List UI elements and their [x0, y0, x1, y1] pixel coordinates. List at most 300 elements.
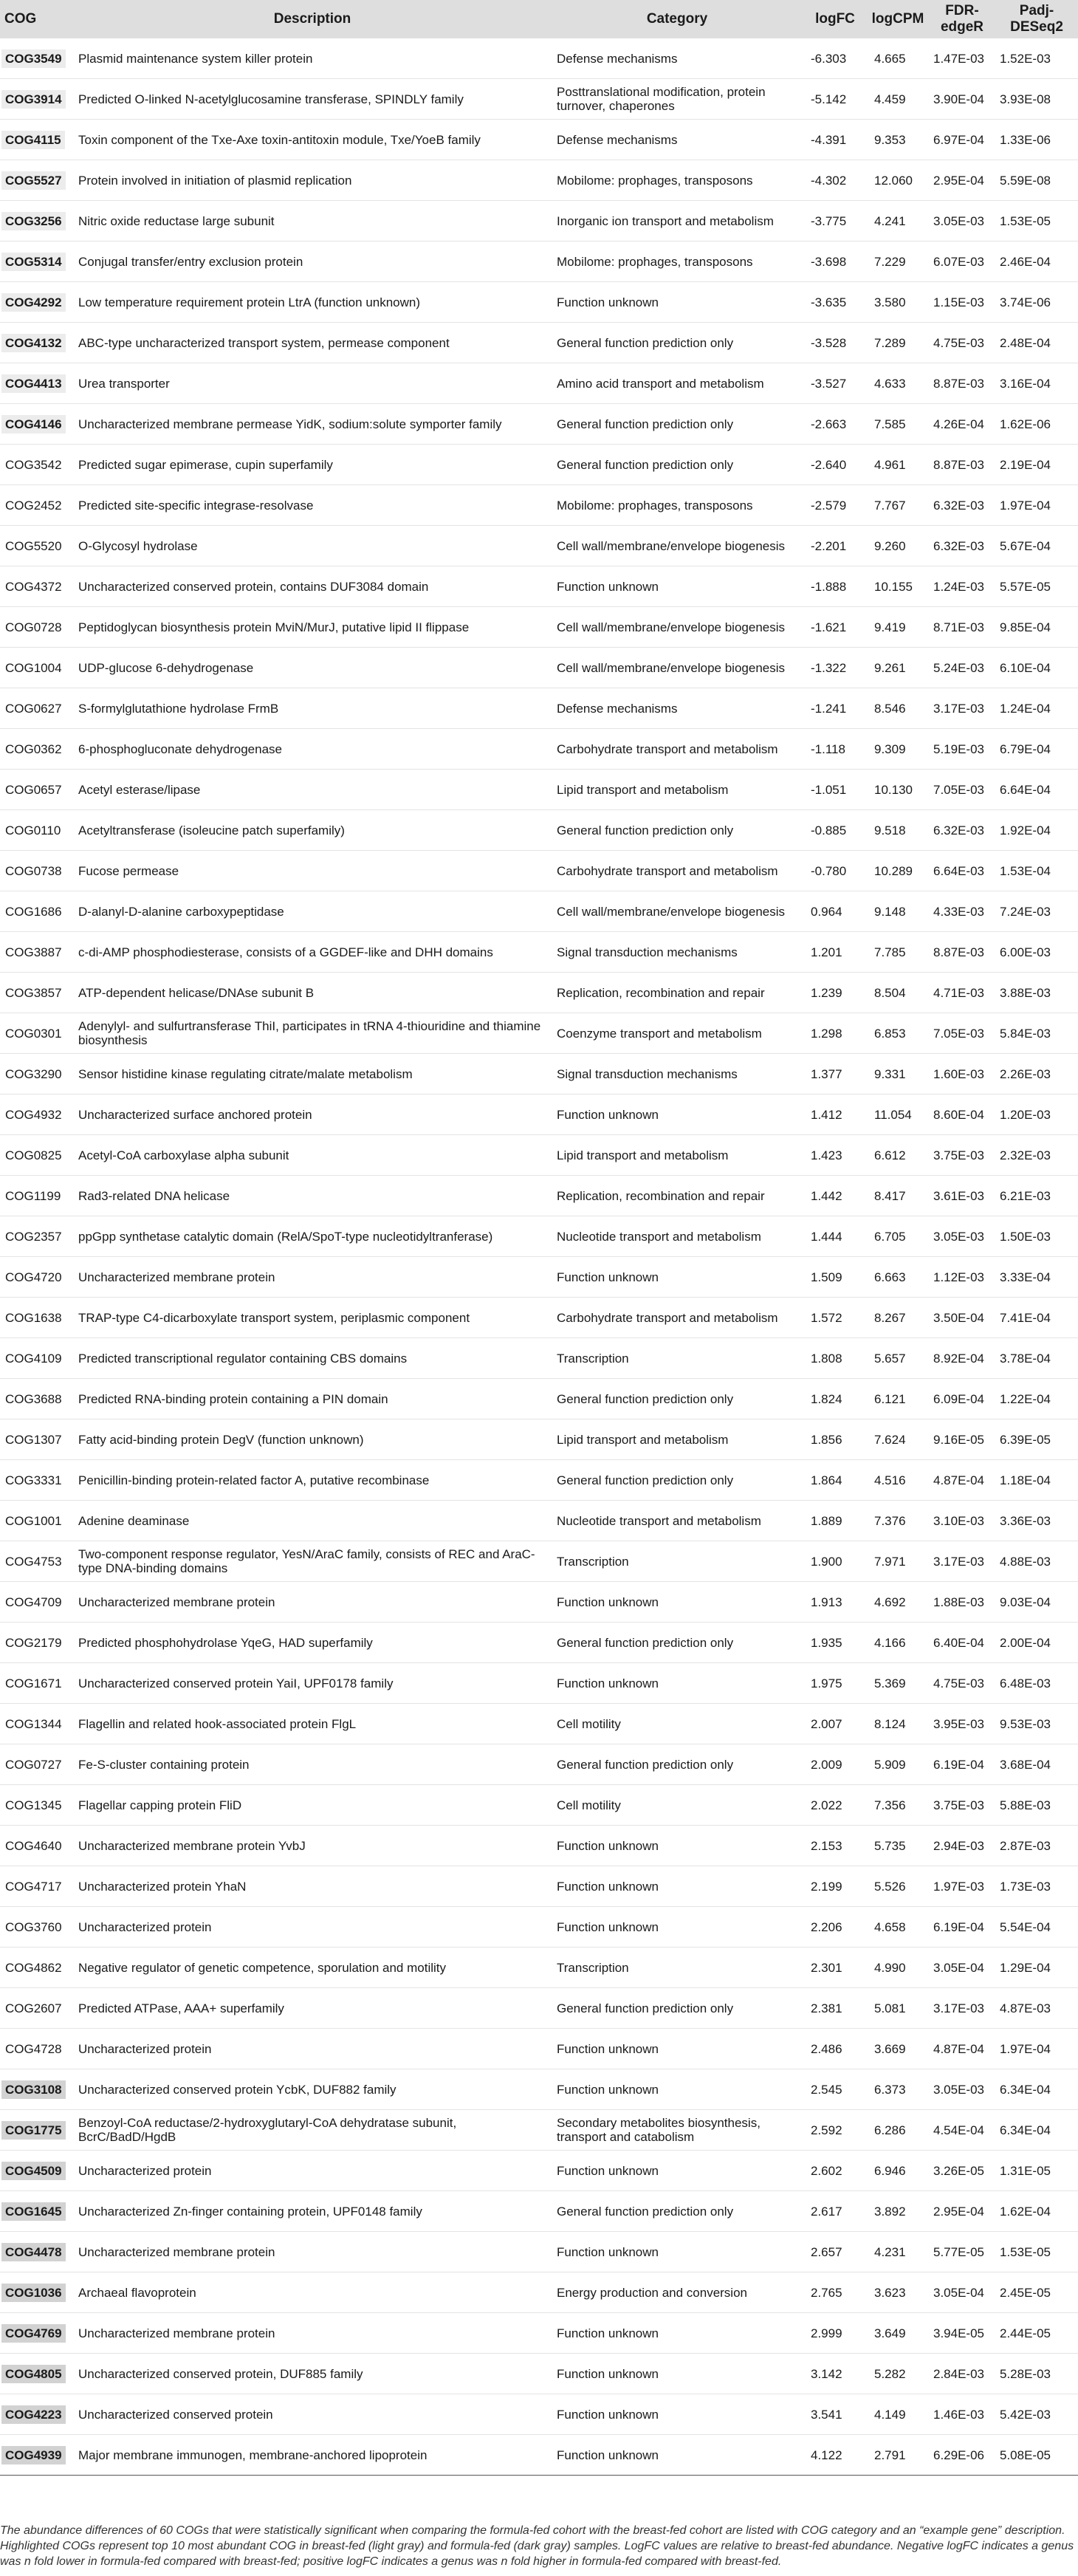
logcpm-cell: 11.054 — [867, 1095, 929, 1135]
category-cell: Signal transduction mechanisms — [551, 1054, 803, 1095]
logcpm-cell: 6.663 — [867, 1257, 929, 1298]
logfc-cell: 1.864 — [803, 1460, 867, 1501]
logfc-cell: 2.592 — [803, 2110, 867, 2151]
logfc-cell: -4.302 — [803, 160, 867, 201]
description-cell: Uncharacterized membrane protein — [74, 2313, 551, 2354]
description-cell: TRAP-type C4-dicarboxylate transport system, periplasmic component — [74, 1298, 551, 1338]
cog-cell — [0, 1135, 74, 1176]
cog-id: COG4109 — [5, 1351, 62, 1366]
logcpm-cell: 12.060 — [867, 160, 929, 201]
logfc-cell: 2.657 — [803, 2232, 867, 2272]
cog-id: COG4862 — [5, 1960, 62, 1975]
fdr-edger-cell: 6.29E-06 — [929, 2435, 995, 2476]
logcpm-cell: 4.241 — [867, 201, 929, 242]
table-row — [0, 1501, 1078, 1541]
category-cell: Function unknown — [551, 2151, 803, 2191]
category-cell: General function prediction only — [551, 323, 803, 363]
logfc-cell: -6.303 — [803, 38, 867, 79]
cog-id: COG4717 — [5, 1879, 62, 1894]
logcpm-cell: 8.267 — [867, 1298, 929, 1338]
logfc-cell: 0.964 — [803, 891, 867, 932]
cog-id: COG0627 — [5, 701, 62, 716]
fdr-edger-cell: 1.46E-03 — [929, 2394, 995, 2435]
cog-id: COG0110 — [5, 823, 61, 837]
fdr-edger-cell: 2.84E-03 — [929, 2354, 995, 2394]
padj-deseq2-cell: 7.24E-03 — [995, 891, 1078, 932]
header-padj-deseq2 — [995, 0, 1078, 38]
logcpm-cell: 6.705 — [867, 1216, 929, 1257]
padj-deseq2-cell: 2.19E-04 — [995, 445, 1078, 485]
description-cell: Uncharacterized conserved protein YcbK, DUF882 family — [74, 2069, 551, 2110]
padj-deseq2-cell: 2.45E-05 — [995, 2272, 1078, 2313]
logfc-cell: -3.635 — [803, 282, 867, 323]
cog-cell — [0, 1948, 74, 1988]
cog-id: COG3914 — [1, 90, 66, 109]
table-row — [0, 1054, 1078, 1095]
category-cell: Carbohydrate transport and metabolism — [551, 1298, 803, 1338]
category-cell: Lipid transport and metabolism — [551, 1135, 803, 1176]
cog-id: COG3857 — [5, 985, 62, 1000]
table-row — [0, 1379, 1078, 1419]
logfc-cell: 4.122 — [803, 2435, 867, 2476]
header-cog: COG — [0, 0, 74, 38]
logfc-cell: -3.528 — [803, 323, 867, 363]
table-row — [0, 1744, 1078, 1785]
logcpm-cell: 4.665 — [867, 38, 929, 79]
cog-cell — [0, 2354, 74, 2394]
fdr-edger-cell: 3.61E-03 — [929, 1176, 995, 1216]
table-row — [0, 2069, 1078, 2110]
logcpm-cell: 10.130 — [867, 770, 929, 810]
cog-cell — [0, 688, 74, 729]
logfc-cell: -3.698 — [803, 242, 867, 282]
padj-deseq2-cell: 1.53E-05 — [995, 201, 1078, 242]
logcpm-cell: 9.353 — [867, 120, 929, 160]
table-row — [0, 1419, 1078, 1460]
logfc-cell: -2.579 — [803, 485, 867, 526]
category-cell: Mobilome: prophages, transposons — [551, 160, 803, 201]
category-cell: General function prediction only — [551, 404, 803, 445]
table-row — [0, 648, 1078, 688]
fdr-edger-cell: 2.95E-04 — [929, 2191, 995, 2232]
fdr-edger-cell: 3.94E-05 — [929, 2313, 995, 2354]
logfc-cell: 2.206 — [803, 1907, 867, 1948]
logcpm-cell: 5.526 — [867, 1866, 929, 1907]
category-cell: General function prediction only — [551, 1623, 803, 1663]
cog-id: COG0727 — [5, 1757, 62, 1772]
header-logfc: logFC — [803, 0, 867, 38]
fdr-edger-cell: 3.17E-03 — [929, 1988, 995, 2029]
fdr-edger-cell: 3.75E-03 — [929, 1785, 995, 1826]
logcpm-cell: 6.612 — [867, 1135, 929, 1176]
description-cell: Archaeal flavoprotein — [74, 2272, 551, 2313]
logcpm-cell: 5.735 — [867, 1826, 929, 1866]
description-cell: Fatty acid-binding protein DegV (function unknown) — [74, 1419, 551, 1460]
cog-cell — [0, 1744, 74, 1785]
category-cell: Function unknown — [551, 2069, 803, 2110]
logcpm-cell: 7.356 — [867, 1785, 929, 1826]
logcpm-cell: 4.658 — [867, 1907, 929, 1948]
fdr-edger-cell: 3.05E-04 — [929, 2272, 995, 2313]
cog-cell — [0, 1907, 74, 1948]
cog-cell — [0, 973, 74, 1013]
cog-id: COG3331 — [5, 1473, 62, 1487]
header-padj-line2: DESeq2 — [1010, 19, 1063, 35]
category-cell: Secondary metabolites biosynthesis, transport and catabolism — [551, 2110, 803, 2151]
fdr-edger-cell: 6.09E-04 — [929, 1379, 995, 1419]
description-cell: Penicillin-binding protein-related factor A, putative recombinase — [74, 1460, 551, 1501]
logfc-cell: -1.051 — [803, 770, 867, 810]
description-cell: ATP-dependent helicase/DNAse subunit B — [74, 973, 551, 1013]
category-cell: Function unknown — [551, 1907, 803, 1948]
cog-cell — [0, 1013, 74, 1054]
cog-id: COG2357 — [5, 1229, 62, 1244]
logfc-cell: -1.621 — [803, 607, 867, 648]
fdr-edger-cell: 6.97E-04 — [929, 120, 995, 160]
table-row — [0, 1460, 1078, 1501]
cog-cell — [0, 1785, 74, 1826]
logcpm-cell: 7.289 — [867, 323, 929, 363]
description-cell: O-Glycosyl hydrolase — [74, 526, 551, 566]
table-row — [0, 770, 1078, 810]
header-row — [0, 0, 1078, 38]
logcpm-cell: 7.624 — [867, 1419, 929, 1460]
cog-cell — [0, 2232, 74, 2272]
fdr-edger-cell: 4.33E-03 — [929, 891, 995, 932]
logcpm-cell: 2.791 — [867, 2435, 929, 2476]
description-cell: Predicted O-linked N-acetylglucosamine transferase, SPINDLY family — [74, 79, 551, 120]
description-cell: Uncharacterized protein — [74, 1907, 551, 1948]
cog-id: COG4709 — [5, 1594, 62, 1609]
fdr-edger-cell: 3.05E-03 — [929, 1216, 995, 1257]
logcpm-cell: 8.124 — [867, 1704, 929, 1744]
fdr-edger-cell: 1.47E-03 — [929, 38, 995, 79]
fdr-edger-cell: 8.87E-03 — [929, 932, 995, 973]
category-cell: Signal transduction mechanisms — [551, 932, 803, 973]
cog-id: COG3542 — [5, 457, 62, 472]
category-cell: Function unknown — [551, 2354, 803, 2394]
cog-id: COG1638 — [5, 1310, 62, 1325]
cog-id: COG5527 — [1, 171, 66, 190]
fdr-edger-cell: 4.87E-04 — [929, 2029, 995, 2069]
fdr-edger-cell: 8.60E-04 — [929, 1095, 995, 1135]
padj-deseq2-cell: 2.26E-03 — [995, 1054, 1078, 1095]
logcpm-cell: 9.419 — [867, 607, 929, 648]
cog-cell — [0, 1663, 74, 1704]
table-row — [0, 1785, 1078, 1826]
table-row — [0, 2272, 1078, 2313]
category-cell: Lipid transport and metabolism — [551, 1419, 803, 1460]
fdr-edger-cell: 3.17E-03 — [929, 688, 995, 729]
table-row — [0, 1095, 1078, 1135]
description-cell: Predicted transcriptional regulator containing CBS domains — [74, 1338, 551, 1379]
logfc-cell: 1.856 — [803, 1419, 867, 1460]
padj-deseq2-cell: 3.16E-04 — [995, 363, 1078, 404]
table-row — [0, 607, 1078, 648]
logfc-cell: 1.808 — [803, 1338, 867, 1379]
cog-id: COG4372 — [5, 579, 62, 594]
fdr-edger-cell: 6.40E-04 — [929, 1623, 995, 1663]
category-cell: Lipid transport and metabolism — [551, 770, 803, 810]
logcpm-cell: 3.623 — [867, 2272, 929, 2313]
table-row — [0, 566, 1078, 607]
cog-cell — [0, 810, 74, 851]
cog-id: COG4115 — [1, 131, 65, 149]
cog-cell — [0, 1826, 74, 1866]
fdr-edger-cell: 6.19E-04 — [929, 1907, 995, 1948]
cog-cell — [0, 1582, 74, 1623]
category-cell: Function unknown — [551, 282, 803, 323]
cog-id: COG0825 — [5, 1148, 62, 1162]
category-cell: Transcription — [551, 1948, 803, 1988]
logcpm-cell: 7.229 — [867, 242, 929, 282]
category-cell: Mobilome: prophages, transposons — [551, 485, 803, 526]
cog-cell — [0, 607, 74, 648]
cog-id: COG2179 — [5, 1635, 62, 1650]
category-cell: Cell wall/membrane/envelope biogenesis — [551, 648, 803, 688]
logfc-cell: 3.142 — [803, 2354, 867, 2394]
padj-deseq2-cell: 1.62E-04 — [995, 2191, 1078, 2232]
padj-deseq2-cell: 2.32E-03 — [995, 1135, 1078, 1176]
table-row — [0, 445, 1078, 485]
cog-cell — [0, 445, 74, 485]
logcpm-cell: 6.121 — [867, 1379, 929, 1419]
table-row — [0, 973, 1078, 1013]
cog-id: COG1645 — [1, 2202, 66, 2221]
category-cell: Function unknown — [551, 1866, 803, 1907]
table-row — [0, 1948, 1078, 1988]
logfc-cell: -2.201 — [803, 526, 867, 566]
category-cell: Cell wall/membrane/envelope biogenesis — [551, 891, 803, 932]
description-cell: Two-component response regulator, YesN/AraC family, consists of REC and AraC-type DNA-binding domains — [74, 1541, 551, 1582]
cog-cell — [0, 2191, 74, 2232]
category-cell: Transcription — [551, 1541, 803, 1582]
description-cell: Peptidoglycan biosynthesis protein MviN/MurJ, putative lipid II flippase — [74, 607, 551, 648]
cog-id: COG3760 — [5, 1919, 62, 1934]
padj-deseq2-cell: 3.68E-04 — [995, 1744, 1078, 1785]
category-cell: General function prediction only — [551, 1460, 803, 1501]
cog-cell — [0, 323, 74, 363]
table-row — [0, 1623, 1078, 1663]
padj-deseq2-cell: 1.29E-04 — [995, 1948, 1078, 1988]
padj-deseq2-cell: 6.10E-04 — [995, 648, 1078, 688]
category-cell: Replication, recombination and repair — [551, 1176, 803, 1216]
category-cell: Nucleotide transport and metabolism — [551, 1216, 803, 1257]
padj-deseq2-cell: 1.31E-05 — [995, 2151, 1078, 2191]
category-cell: Inorganic ion transport and metabolism — [551, 201, 803, 242]
table-row — [0, 1338, 1078, 1379]
description-cell: Flagellar capping protein FliD — [74, 1785, 551, 1826]
description-cell: Uncharacterized membrane protein YvbJ — [74, 1826, 551, 1866]
logcpm-cell: 6.286 — [867, 2110, 929, 2151]
padj-deseq2-cell: 1.24E-04 — [995, 688, 1078, 729]
description-cell: c-di-AMP phosphodiesterase, consists of a GGDEF-like and DHH domains — [74, 932, 551, 973]
table-row — [0, 160, 1078, 201]
table-row — [0, 2191, 1078, 2232]
cog-id: COG3549 — [1, 49, 66, 68]
table-row — [0, 201, 1078, 242]
padj-deseq2-cell: 6.64E-04 — [995, 770, 1078, 810]
padj-deseq2-cell: 1.22E-04 — [995, 1379, 1078, 1419]
padj-deseq2-cell: 1.50E-03 — [995, 1216, 1078, 1257]
padj-deseq2-cell: 5.57E-05 — [995, 566, 1078, 607]
fdr-edger-cell: 8.92E-04 — [929, 1338, 995, 1379]
category-cell: Defense mechanisms — [551, 120, 803, 160]
logfc-cell: 1.572 — [803, 1298, 867, 1338]
description-cell: Uncharacterized conserved protein YaiI, UPF0178 family — [74, 1663, 551, 1704]
description-cell: Sensor histidine kinase regulating citrate/malate metabolism — [74, 1054, 551, 1095]
description-cell: Uncharacterized protein YhaN — [74, 1866, 551, 1907]
header-padj-line1: Padj- — [1019, 3, 1054, 18]
logfc-cell: 1.509 — [803, 1257, 867, 1298]
padj-deseq2-cell: 2.48E-04 — [995, 323, 1078, 363]
table-header — [0, 0, 1078, 38]
cog-id: COG5314 — [1, 253, 66, 271]
cog-id: COG3290 — [5, 1066, 62, 1081]
cog-cell — [0, 1216, 74, 1257]
logfc-cell: 2.022 — [803, 1785, 867, 1826]
logfc-cell: 2.486 — [803, 2029, 867, 2069]
category-cell: Cell wall/membrane/envelope biogenesis — [551, 607, 803, 648]
fdr-edger-cell: 4.75E-03 — [929, 323, 995, 363]
fdr-edger-cell: 6.64E-03 — [929, 851, 995, 891]
cog-cell — [0, 2029, 74, 2069]
logfc-cell: -0.780 — [803, 851, 867, 891]
table-row — [0, 120, 1078, 160]
logfc-cell: 1.442 — [803, 1176, 867, 1216]
logfc-cell: 2.153 — [803, 1826, 867, 1866]
cog-id: COG4932 — [5, 1107, 62, 1122]
category-cell: Cell wall/membrane/envelope biogenesis — [551, 526, 803, 566]
cog-cell — [0, 242, 74, 282]
logcpm-cell: 3.649 — [867, 2313, 929, 2354]
description-cell: Urea transporter — [74, 363, 551, 404]
logcpm-cell: 3.580 — [867, 282, 929, 323]
category-cell: Function unknown — [551, 2313, 803, 2354]
logcpm-cell: 4.692 — [867, 1582, 929, 1623]
fdr-edger-cell: 4.75E-03 — [929, 1663, 995, 1704]
table-row — [0, 363, 1078, 404]
cog-cell — [0, 1095, 74, 1135]
description-cell: Predicted RNA-binding protein containing a PIN domain — [74, 1379, 551, 1419]
logfc-cell: 1.412 — [803, 1095, 867, 1135]
logcpm-cell: 4.633 — [867, 363, 929, 404]
cog-id: COG4292 — [1, 293, 66, 312]
description-cell: Fucose permease — [74, 851, 551, 891]
category-cell: Function unknown — [551, 1826, 803, 1866]
cog-id: COG1671 — [5, 1676, 62, 1690]
cog-id: COG0362 — [5, 741, 62, 756]
logcpm-cell: 4.149 — [867, 2394, 929, 2435]
cog-cell — [0, 932, 74, 973]
table-row — [0, 1257, 1078, 1298]
category-cell: Transcription — [551, 1338, 803, 1379]
description-cell: Uncharacterized conserved protein, contains DUF3084 domain — [74, 566, 551, 607]
cog-id: COG1344 — [5, 1716, 62, 1731]
padj-deseq2-cell: 3.78E-04 — [995, 1338, 1078, 1379]
logcpm-cell: 10.289 — [867, 851, 929, 891]
padj-deseq2-cell: 1.20E-03 — [995, 1095, 1078, 1135]
table-row — [0, 2151, 1078, 2191]
logfc-cell: 2.301 — [803, 1948, 867, 1988]
fdr-edger-cell: 7.05E-03 — [929, 1013, 995, 1054]
cog-cell — [0, 404, 74, 445]
logcpm-cell: 9.518 — [867, 810, 929, 851]
padj-deseq2-cell: 9.85E-04 — [995, 607, 1078, 648]
logcpm-cell: 4.961 — [867, 445, 929, 485]
fdr-edger-cell: 3.10E-03 — [929, 1501, 995, 1541]
table-row — [0, 1013, 1078, 1054]
logfc-cell: 1.444 — [803, 1216, 867, 1257]
table-row — [0, 1826, 1078, 1866]
padj-deseq2-cell: 3.36E-03 — [995, 1501, 1078, 1541]
padj-deseq2-cell: 3.88E-03 — [995, 973, 1078, 1013]
description-cell: Protein involved in initiation of plasmid replication — [74, 160, 551, 201]
logcpm-cell: 7.376 — [867, 1501, 929, 1541]
header-description: Description — [74, 0, 551, 38]
category-cell: General function prediction only — [551, 445, 803, 485]
logfc-cell: 1.298 — [803, 1013, 867, 1054]
table-row — [0, 1135, 1078, 1176]
header-fdr-edger — [929, 0, 995, 38]
table-row — [0, 526, 1078, 566]
table-row — [0, 404, 1078, 445]
cog-cell — [0, 1988, 74, 2029]
category-cell: Posttranslational modification, protein turnover, chaperones — [551, 79, 803, 120]
category-cell: Defense mechanisms — [551, 688, 803, 729]
cog-id: COG4720 — [5, 1270, 62, 1284]
fdr-edger-cell: 6.07E-03 — [929, 242, 995, 282]
logcpm-cell: 8.546 — [867, 688, 929, 729]
cog-cell — [0, 891, 74, 932]
fdr-edger-cell: 1.24E-03 — [929, 566, 995, 607]
description-cell: Predicted phosphohydrolase YqeG, HAD superfamily — [74, 1623, 551, 1663]
padj-deseq2-cell: 9.03E-04 — [995, 1582, 1078, 1623]
fdr-edger-cell: 3.50E-04 — [929, 1298, 995, 1338]
fdr-edger-cell: 3.95E-03 — [929, 1704, 995, 1744]
padj-deseq2-cell: 7.41E-04 — [995, 1298, 1078, 1338]
description-cell: Uncharacterized surface anchored protein — [74, 1095, 551, 1135]
logcpm-cell: 4.231 — [867, 2232, 929, 2272]
padj-deseq2-cell: 1.97E-04 — [995, 485, 1078, 526]
category-cell: Function unknown — [551, 2029, 803, 2069]
logcpm-cell: 5.657 — [867, 1338, 929, 1379]
header-logcpm: logCPM — [867, 0, 929, 38]
cog-id: COG4478 — [1, 2243, 66, 2261]
padj-deseq2-cell: 4.87E-03 — [995, 1988, 1078, 2029]
header-fdr-line1: FDR- — [945, 3, 979, 18]
logcpm-cell: 6.853 — [867, 1013, 929, 1054]
category-cell: Function unknown — [551, 1095, 803, 1135]
padj-deseq2-cell: 2.87E-03 — [995, 1826, 1078, 1866]
logfc-cell: -1.241 — [803, 688, 867, 729]
logfc-cell: -1.322 — [803, 648, 867, 688]
padj-deseq2-cell: 1.62E-06 — [995, 404, 1078, 445]
cog-cell — [0, 1704, 74, 1744]
logfc-cell: 3.541 — [803, 2394, 867, 2435]
cog-id: COG4939 — [1, 2446, 66, 2464]
fdr-edger-cell: 3.05E-03 — [929, 2069, 995, 2110]
logcpm-cell: 8.417 — [867, 1176, 929, 1216]
table-row — [0, 485, 1078, 526]
header-category: Category — [551, 0, 803, 38]
fdr-edger-cell: 1.60E-03 — [929, 1054, 995, 1095]
cog-id: COG1345 — [5, 1798, 62, 1812]
cog-cell — [0, 1501, 74, 1541]
cog-cell — [0, 1176, 74, 1216]
fdr-edger-cell: 4.54E-04 — [929, 2110, 995, 2151]
fdr-edger-cell: 3.05E-03 — [929, 201, 995, 242]
